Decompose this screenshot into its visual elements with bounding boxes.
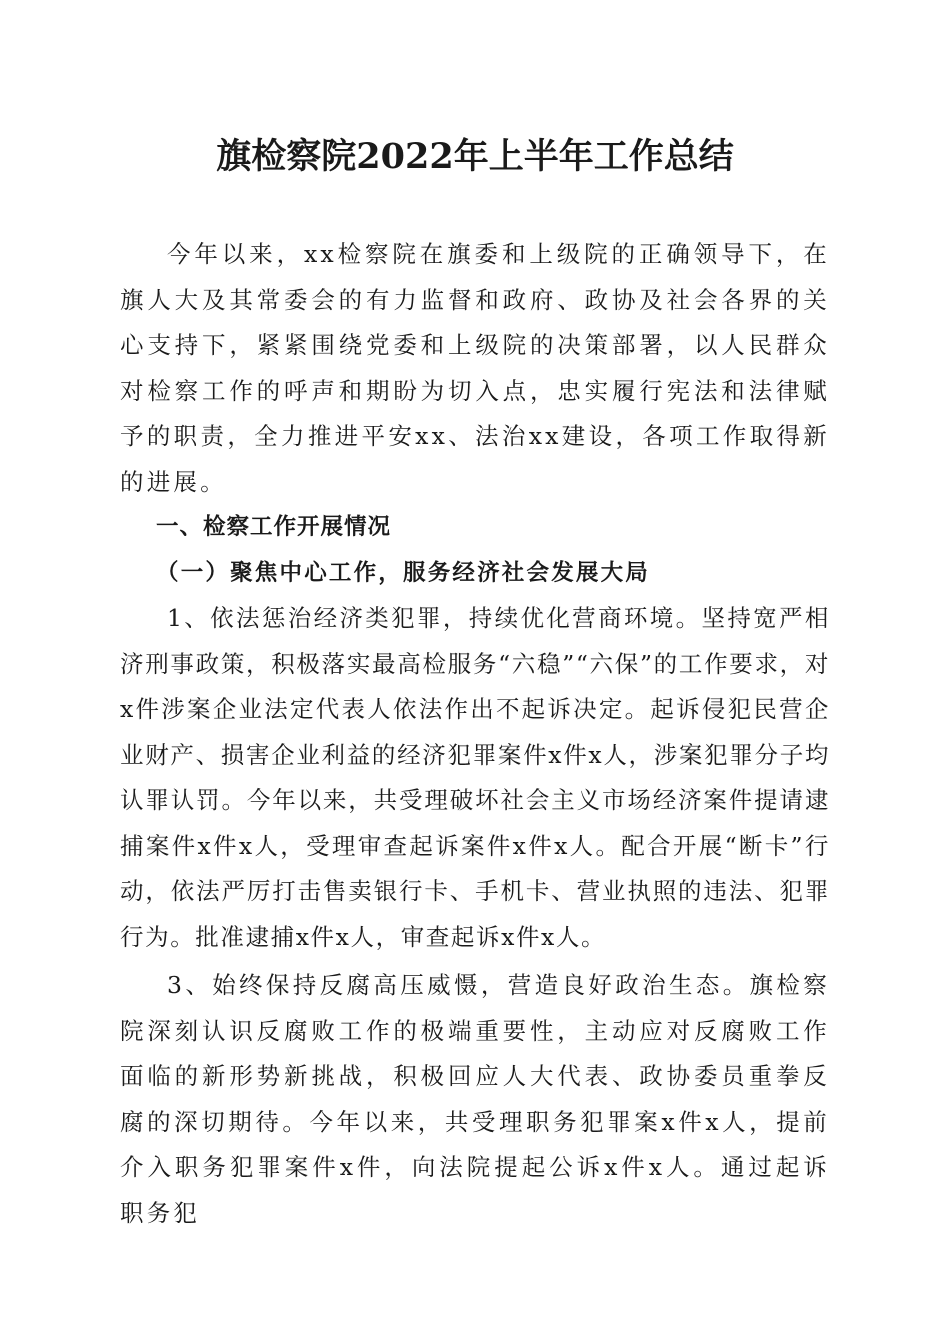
item-3-paragraph: 3、始终保持反腐高压威慑，营造良好政治生态。旗检察院深刻认识反腐败工作的极端重要性，主动应对反腐败工作面临的新形势新挑战，积极回应人大代表、政协委员重拳反腐的深切期待。今年以来，共受理职务犯罪案x件x人，提前介入职务犯罪案件x件，向法院提起公诉x件x人。通过起诉职务犯	[120, 971, 830, 1227]
section-heading: 一、检察工作开展情况	[156, 514, 392, 540]
document-title: 旗检察院2022年上半年工作总结	[216, 136, 734, 177]
intro-paragraph: 今年以来，xx检察院在旗委和上级院的正确领导下，在旗人大及其常委会的有力监督和政府、政协及社会各界的关心支持下，紧紧围绕党委和上级院的决策部署，以人民群众对检察工作的呼声和期盼为切入点，忠实履行宪法和法律赋予的职责，全力推进平安xx、法治xx建设，各项工作取得新的进展。	[120, 240, 830, 496]
item-1-paragraph: 1、依法惩治经济类犯罪，持续优化营商环境。坚持宽严相济刑事政策，积极落实最高检服务“六稳”“六保”的工作要求，对x件涉案企业法定代表人依法作出不起诉决定。起诉侵犯民营企业财产、损害企业利益的经济犯罪案件x件x人，涉案犯罪分子均认罪认罚。今年以来，共受理破坏社会主义市场经济案件提请逮捕案件x件x人，受理审查起诉案件x件x人。配合开展“断卡”行动，依法严厉打击售卖银行卡、手机卡、营业执照的违法、犯罪行为。批准逮捕x件x人，审查起诉x件x人。	[120, 604, 830, 951]
subsection-heading: （一）聚焦中心工作，服务经济社会发展大局	[156, 559, 651, 586]
document-body	[120, 232, 830, 1236]
